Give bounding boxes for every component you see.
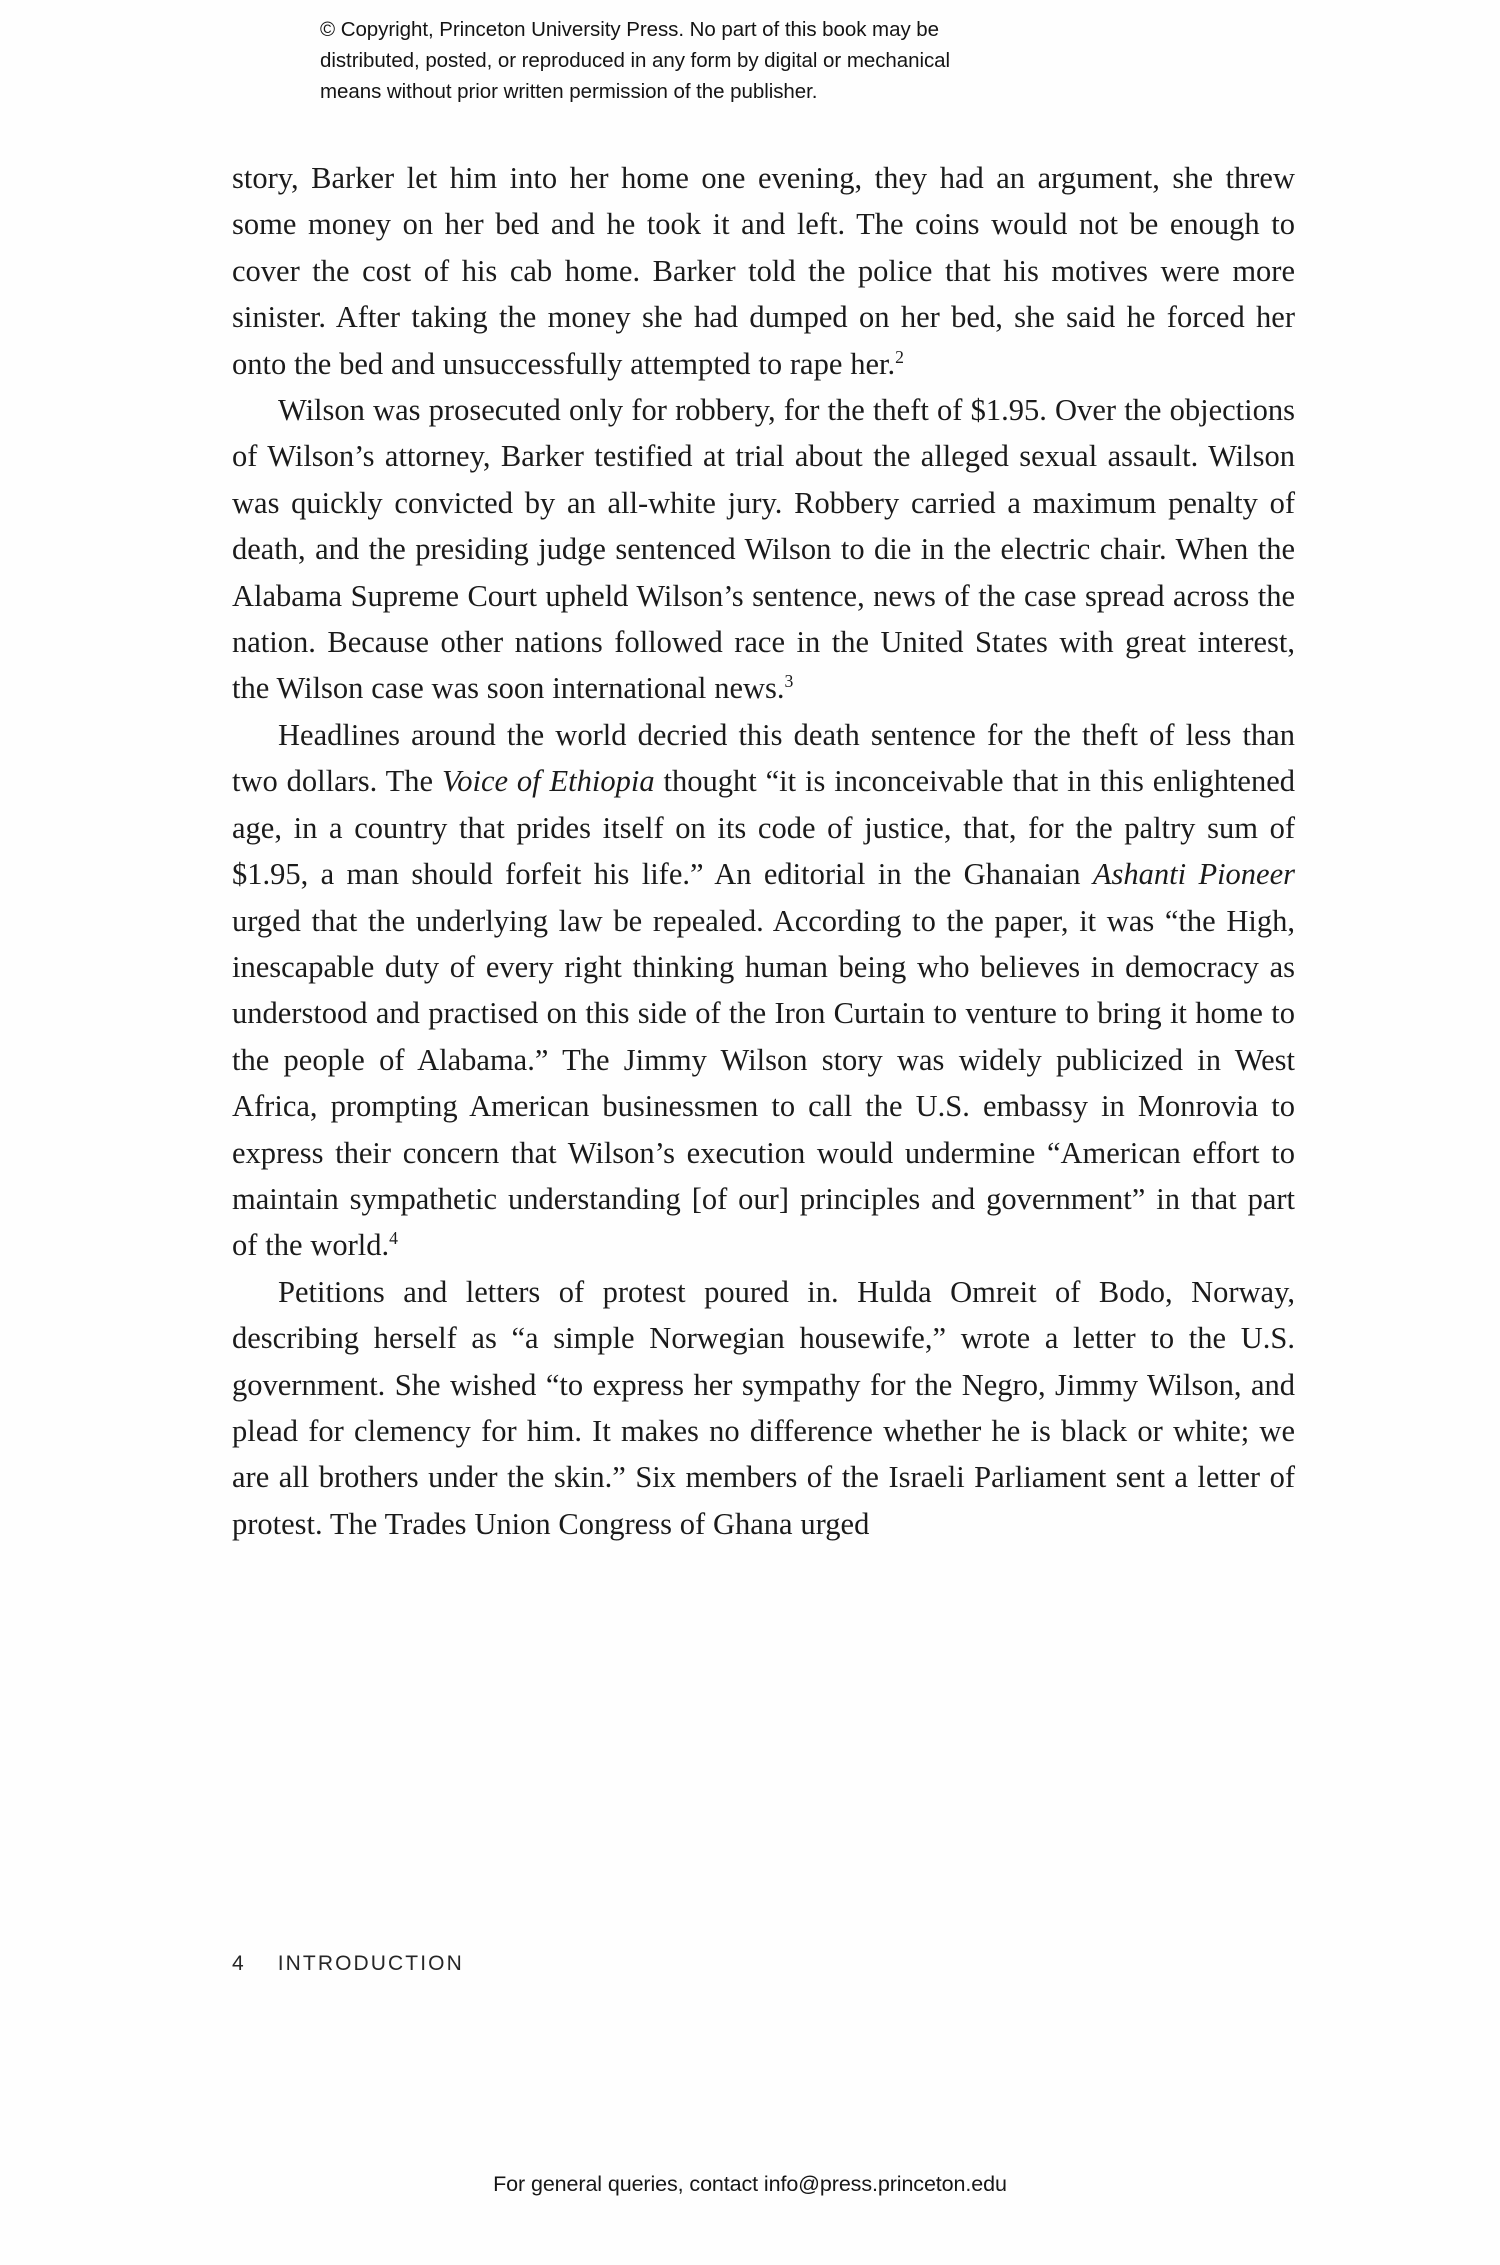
body-text-block [232,155,1295,1547]
paragraph: Headlines around the world decried this death sentence for the theft of less than two dollars. The Voice of Ethiopia thought “it is inconceivable that in this enlightened age, in a country that prides itself on its code of justice, that, for the paltry sum of $1.95, a man should forfeit his life.” An editorial in the Ghanaian Ashanti Pioneer urged that the underlying law be repealed. According to the paper, it was “the High, inescapable duty of every right thinking human being who believes in democracy as understood and practised on this side of the Iron Curtain to venture to bring it home to the people of Alabama.” The Jimmy Wilson story was widely publicized in West Africa, prompting American businessmen to call the U.S. embassy in Monrovia to express their concern that Wilson’s execution would undermine “American effort to maintain sympathetic understanding [of our] principles and government” in that part of the world.$^4$ [232,717,1296,1263]
paragraph: story, Barker let him into her home one evening, they had an argument, she threw some money on her bed and he took it and left. The coins would not be enough to cover the cost of his cab home. Barker told the police that his motives were more sinister. After taking the money she had dumped on her bed, she said he forced her onto the bed and unsuccessfully attempted to rape her.$^2$ [232,161,1295,381]
copyright-line-2: distributed, posted, or reproduced in any form by digital or mechanical [320,49,951,73]
paragraph: Wilson was prosecuted only for robbery, for the theft of $1.95. Over the objections of Wilson’s attorney, Barker testified at trial about the alleged sexual assault. Wilson was quickly convicted by an all-white jury. Robbery carried a maximum penalty of death, and the presiding judge sentenced Wilson to die in the electric chair. When the Alabama Supreme Court upheld Wilson’s sentence, news of the case spread across the nation. Because other nations followed race in the United States with great interest, the Wilson case was soon international news.$^3$ [232,393,1295,706]
italic-title: Voice of Ethiopia [441,764,655,799]
italic-title: Ashanti Pioneer [1092,857,1296,892]
copyright-line-1: © Copyright, Princeton University Press. No part of this book may be [320,18,939,41]
copyright-notice [320,14,1180,107]
general-queries-line: For general queries, contact info@press.princeton.edu [493,2172,1007,2196]
page-number: 4 [232,1952,244,1975]
copyright-line-3: means without prior written permission of the publisher. [320,80,818,104]
running-head: INTRODUCTION [277,1952,464,1975]
footnote-marker: 2 [895,346,904,367]
folio [232,1952,464,1976]
footnote-marker: 3 [784,671,794,692]
footnote-marker: 4 [389,1228,398,1249]
paragraph: Petitions and letters of protest poured in. Hulda Omreit of Bodo, Norway, describing herself as “a simple Norwegian housewife,” wrote a letter to the U.S. government. She wished “to express her sympathy for the Negro, Jimmy Wilson, and plead for clemency for him. It makes no difference whether he is black or white; we are all brothers under the skin.” Six members of the Israeli Parliament sent a letter of protest. The Trades Union Congress of Ghana urged [232,1274,1295,1541]
